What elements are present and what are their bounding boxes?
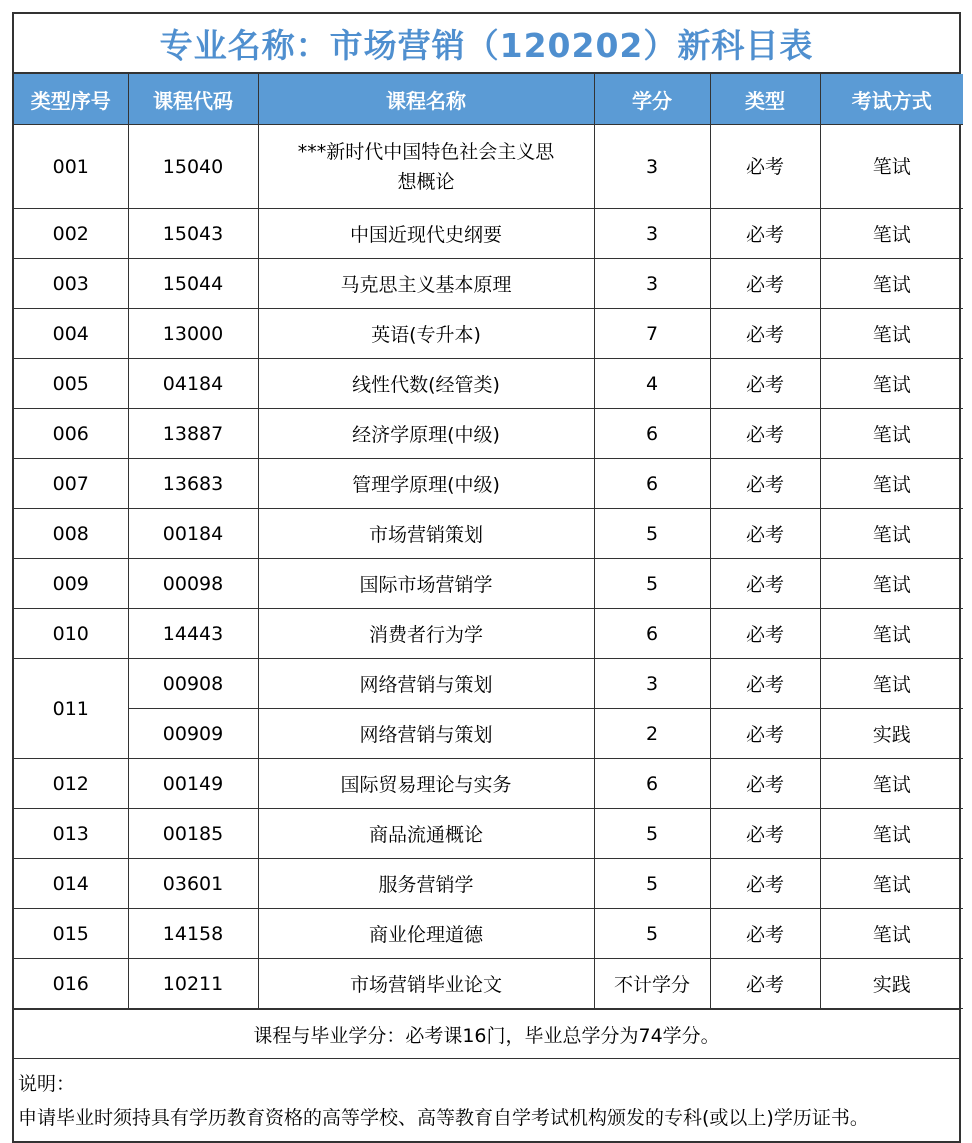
cell-type: 必考 xyxy=(710,359,820,409)
cell-name: 市场营销毕业论文 xyxy=(258,959,594,1009)
cell-code: 14158 xyxy=(128,909,258,959)
cell-name: 市场营销策划 xyxy=(258,509,594,559)
cell-code: 00149 xyxy=(128,759,258,809)
cell-code: 00098 xyxy=(128,559,258,609)
cell-seq: 007 xyxy=(14,459,128,509)
cell-name: 服务营销学 xyxy=(258,859,594,909)
cell-code: 00909 xyxy=(128,709,258,759)
cell-seq: 008 xyxy=(14,509,128,559)
notes-label: 说明： xyxy=(18,1073,76,1095)
cell-code: 13887 xyxy=(128,409,258,459)
cell-credit: 6 xyxy=(594,459,710,509)
cell-seq: 013 xyxy=(14,809,128,859)
cell-credit: 5 xyxy=(594,859,710,909)
cell-exam: 笔试 xyxy=(820,359,963,409)
cell-name: 线性代数(经管类) xyxy=(258,359,594,409)
cell-credit: 5 xyxy=(594,559,710,609)
cell-exam: 笔试 xyxy=(820,859,963,909)
cell-credit: 6 xyxy=(594,759,710,809)
cell-exam: 笔试 xyxy=(820,609,963,659)
cell-exam: 笔试 xyxy=(820,409,963,459)
cell-credit: 2 xyxy=(594,709,710,759)
cell-code: 03601 xyxy=(128,859,258,909)
cell-exam: 笔试 xyxy=(820,659,963,709)
cell-exam: 实践 xyxy=(820,959,963,1009)
cell-exam: 笔试 xyxy=(820,509,963,559)
notes-section xyxy=(14,1059,959,1141)
cell-credit: 3 xyxy=(594,259,710,309)
curriculum-sheet xyxy=(12,12,961,1143)
table-row xyxy=(14,409,963,459)
cell-type: 必考 xyxy=(710,409,820,459)
cell-type: 必考 xyxy=(710,759,820,809)
table-row xyxy=(14,809,963,859)
cell-exam: 笔试 xyxy=(820,209,963,259)
notes-text: 申请毕业时须持具有学历教育资格的高等学校、高等教育自学考试机构颁发的专科(或以上)学历证书。 xyxy=(18,1107,869,1129)
cell-seq: 004 xyxy=(14,309,128,359)
cell-credit: 3 xyxy=(594,125,710,209)
cell-exam: 实践 xyxy=(820,709,963,759)
cell-code: 04184 xyxy=(128,359,258,409)
table-row xyxy=(14,609,963,659)
header-name: 课程名称 xyxy=(258,74,594,125)
credit-summary: 课程与毕业学分：必考课16门，毕业总学分为74学分。 xyxy=(14,1009,959,1059)
cell-name: 网络营销与策划 xyxy=(258,659,594,709)
cell-exam: 笔试 xyxy=(820,125,963,209)
cell-name: 消费者行为学 xyxy=(258,609,594,659)
cell-type: 必考 xyxy=(710,609,820,659)
table-row xyxy=(14,759,963,809)
cell-exam: 笔试 xyxy=(820,559,963,609)
table-row xyxy=(14,709,963,759)
cell-name: 管理学原理(中级) xyxy=(258,459,594,509)
table-row xyxy=(14,125,963,209)
cell-name: 商业伦理道德 xyxy=(258,909,594,959)
cell-type: 必考 xyxy=(710,959,820,1009)
header-type: 类型 xyxy=(710,74,820,125)
cell-type: 必考 xyxy=(710,859,820,909)
cell-name: 国际贸易理论与实务 xyxy=(258,759,594,809)
table-row xyxy=(14,259,963,309)
cell-credit: 6 xyxy=(594,409,710,459)
cell-credit: 6 xyxy=(594,609,710,659)
table-row xyxy=(14,909,963,959)
cell-type: 必考 xyxy=(710,509,820,559)
cell-exam: 笔试 xyxy=(820,259,963,309)
course-table xyxy=(14,74,963,1009)
cell-code: 13000 xyxy=(128,309,258,359)
cell-name: 英语(专升本) xyxy=(258,309,594,359)
cell-seq: 016 xyxy=(14,959,128,1009)
cell-name xyxy=(258,125,594,209)
cell-seq: 014 xyxy=(14,859,128,909)
cell-code: 15043 xyxy=(128,209,258,259)
cell-type: 必考 xyxy=(710,309,820,359)
table-row xyxy=(14,459,963,509)
table-row xyxy=(14,959,963,1009)
cell-credit: 5 xyxy=(594,909,710,959)
table-row xyxy=(14,859,963,909)
cell-code: 13683 xyxy=(128,459,258,509)
cell-name: 经济学原理(中级) xyxy=(258,409,594,459)
cell-name-text: ***新时代中国特色社会主义思想概论 xyxy=(297,140,555,193)
cell-seq: 011 xyxy=(14,659,128,759)
cell-seq: 006 xyxy=(14,409,128,459)
cell-credit: 5 xyxy=(594,509,710,559)
cell-code: 15044 xyxy=(128,259,258,309)
cell-type: 必考 xyxy=(710,659,820,709)
cell-exam: 笔试 xyxy=(820,459,963,509)
cell-code: 10211 xyxy=(128,959,258,1009)
cell-credit: 3 xyxy=(594,209,710,259)
cell-seq: 015 xyxy=(14,909,128,959)
cell-type: 必考 xyxy=(710,125,820,209)
cell-exam: 笔试 xyxy=(820,309,963,359)
cell-seq: 005 xyxy=(14,359,128,409)
cell-type: 必考 xyxy=(710,909,820,959)
cell-code: 15040 xyxy=(128,125,258,209)
cell-credit: 5 xyxy=(594,809,710,859)
cell-type: 必考 xyxy=(710,809,820,859)
header-exam: 考试方式 xyxy=(820,74,963,125)
header-seq: 类型序号 xyxy=(14,74,128,125)
cell-seq: 012 xyxy=(14,759,128,809)
cell-name: 商品流通概论 xyxy=(258,809,594,859)
cell-code: 14443 xyxy=(128,609,258,659)
page-title: 专业名称：市场营销（120202）新科目表 xyxy=(14,14,959,74)
cell-seq: 010 xyxy=(14,609,128,659)
cell-seq: 003 xyxy=(14,259,128,309)
header-code: 课程代码 xyxy=(128,74,258,125)
cell-seq: 002 xyxy=(14,209,128,259)
table-row xyxy=(14,309,963,359)
cell-exam: 笔试 xyxy=(820,809,963,859)
cell-name: 中国近现代史纲要 xyxy=(258,209,594,259)
cell-code: 00908 xyxy=(128,659,258,709)
cell-name: 马克思主义基本原理 xyxy=(258,259,594,309)
cell-credit: 4 xyxy=(594,359,710,409)
cell-seq: 009 xyxy=(14,559,128,609)
cell-credit: 不计学分 xyxy=(594,959,710,1009)
cell-credit: 7 xyxy=(594,309,710,359)
cell-exam: 笔试 xyxy=(820,909,963,959)
cell-type: 必考 xyxy=(710,709,820,759)
table-row xyxy=(14,359,963,409)
cell-code: 00184 xyxy=(128,509,258,559)
cell-type: 必考 xyxy=(710,459,820,509)
cell-type: 必考 xyxy=(710,259,820,309)
table-header-row xyxy=(14,74,963,125)
table-row xyxy=(14,209,963,259)
cell-type: 必考 xyxy=(710,559,820,609)
cell-credit: 3 xyxy=(594,659,710,709)
cell-name: 网络营销与策划 xyxy=(258,709,594,759)
table-row xyxy=(14,509,963,559)
cell-exam: 笔试 xyxy=(820,759,963,809)
header-credit: 学分 xyxy=(594,74,710,125)
table-row xyxy=(14,559,963,609)
cell-seq: 001 xyxy=(14,125,128,209)
cell-name: 国际市场营销学 xyxy=(258,559,594,609)
cell-type: 必考 xyxy=(710,209,820,259)
cell-code: 00185 xyxy=(128,809,258,859)
table-row xyxy=(14,659,963,709)
